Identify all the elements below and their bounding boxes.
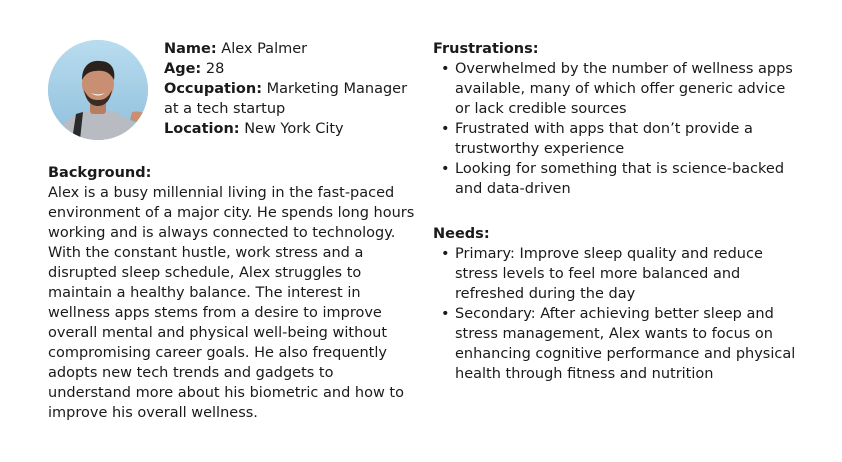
list-item: • Frustrated with apps that don’t provide a trustworthy experience bbox=[455, 119, 803, 159]
avatar bbox=[48, 40, 148, 140]
location-row bbox=[164, 119, 424, 139]
needs-title: Needs: bbox=[433, 226, 490, 242]
age-row bbox=[164, 59, 424, 79]
name-row bbox=[164, 39, 424, 59]
list-item: • Secondary: After achieving better sleep and stress management, Alex wants to focus on enhancing cognitive performance and physical health through fitness and nutrition bbox=[455, 304, 803, 384]
frustrations-list bbox=[433, 59, 803, 199]
list-item: • Overwhelmed by the number of wellness apps available, many of which offer generic advice or lack credible sources bbox=[455, 59, 803, 119]
occupation-label: Occupation: bbox=[164, 81, 262, 97]
background-text: Alex is a busy millennial living in the fast-paced environment of a major city. He spends long hours working and is always connected to technology. With the constant hustle, work stress and a disrupted sleep schedule, Alex struggles to maintain a healthy balance. The interest in wellness apps stems from a desire to improve overall mental and physical well-being without compromising career goals. He also frequently adopts new tech trends and gadgets to understand more about his biometric and how to improve his overall wellness. bbox=[48, 185, 415, 421]
age-label: Age: bbox=[164, 61, 202, 77]
needs-list bbox=[433, 244, 803, 384]
list-item: • Primary: Improve sleep quality and reduce stress levels to feel more balanced and refreshed during the day bbox=[455, 244, 803, 304]
occupation-row bbox=[164, 79, 424, 119]
occupation-value: Marketing Manager at a tech startup bbox=[164, 81, 408, 117]
needs-section bbox=[433, 224, 803, 384]
list-item: • Looking for something that is science-backed and data-driven bbox=[455, 159, 803, 199]
location-value: New York City bbox=[244, 121, 344, 137]
frustrations-title: Frustrations: bbox=[433, 41, 539, 57]
avatar-photo bbox=[48, 40, 148, 140]
profile-info bbox=[164, 39, 424, 139]
frustrations-section bbox=[433, 39, 803, 199]
age-value: 28 bbox=[205, 61, 225, 77]
name-value: Alex Palmer bbox=[221, 41, 308, 57]
name-label: Name: bbox=[164, 41, 217, 57]
location-label: Location: bbox=[164, 121, 240, 137]
background-title: Background: bbox=[48, 165, 152, 181]
background-section bbox=[48, 163, 420, 423]
